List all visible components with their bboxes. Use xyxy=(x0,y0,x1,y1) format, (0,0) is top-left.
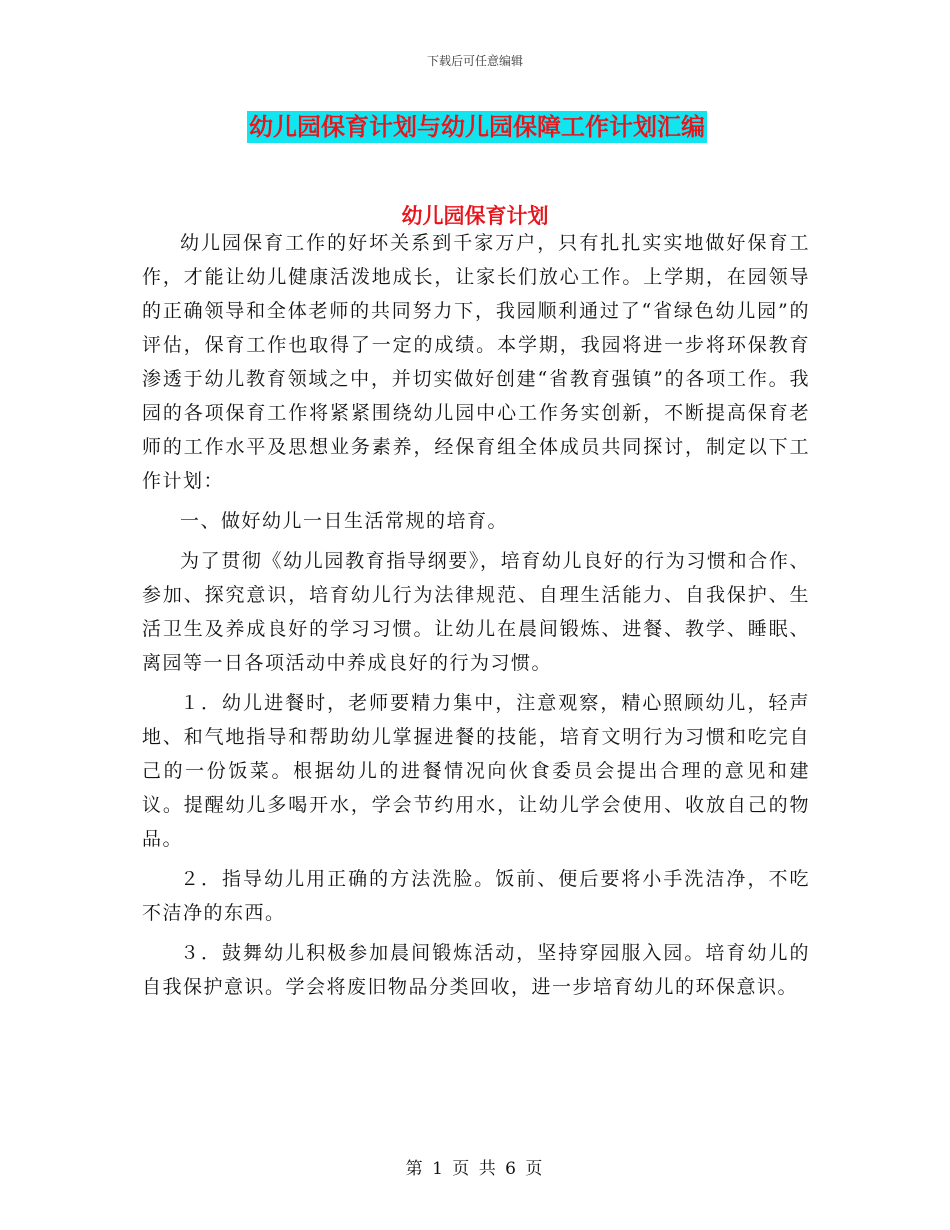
list-item-1: １．幼儿进餐时，老师要精力集中，注意观察，精心照顾幼儿，轻声地、和气地指导和帮助幼儿掌握进餐的技能，培育文明行为习惯和吃完自己的一份饭菜。根据幼儿的进餐情况向伙食委员会提出合理的意见和建议。提醒幼儿多喝开水，学会节约用水，让幼儿学会使用、收放自己的物品。 xyxy=(142,692,810,850)
header-note: 下载后可任意编辑 xyxy=(426,54,523,68)
body-paragraph: 为了贯彻《幼儿园教育指导纲要》，培育幼儿良好的行为习惯和合作、参加、探究意识，培育幼儿行为法律规范、自理生活能力、自我保护、生活卫生及养成良好的学习习惯。让幼儿在晨间锻炼、进餐、教学、睡眠、离园等一日各项活动中养成良好的行为习惯。 xyxy=(142,550,810,674)
document-body xyxy=(142,226,810,1010)
document-title: 幼儿园保育计划与幼儿园保障工作计划汇编 xyxy=(249,112,705,141)
intro-paragraph: 幼儿园保育工作的好坏关系到千家万户，只有扎扎实实地做好保育工作，才能让幼儿健康活泼地成长，让家长们放心工作。上学期，在园领导的正确领导和全体老师的共同努力下，我园顺利通过了“省绿色幼儿园”的评估，保育工作也取得了一定的成绩。本学期，我园将进一步将环保教育渗透于幼儿教育领域之中，并切实做好创建“省教育强镇”的各项工作。我园的各项保育工作将紧紧围绕幼儿园中心工作务实创新，不断提高保育老师的工作水平及思想业务素养，经保育组全体成员共同探讨，制定以下工作计划： xyxy=(142,232,810,492)
page-footer: 第 1 页 共 6 页 xyxy=(405,1159,545,1179)
list-item-3: ３．鼓舞幼儿积极参加晨间锻炼活动，坚持穿园服入园。培育幼儿的自我保护意识。学会将废旧物品分类回收，进一步培育幼儿的环保意识。 xyxy=(142,942,810,998)
section-title: 幼儿园保育计划 xyxy=(401,203,549,228)
heading-paragraph: 一、做好幼儿一日生活常规的培育。 xyxy=(180,510,509,532)
list-item-2: ２．指导幼儿用正确的方法洗脸。饭前、便后要将小手洗洁净，不吃不洁净的东西。 xyxy=(142,868,810,924)
